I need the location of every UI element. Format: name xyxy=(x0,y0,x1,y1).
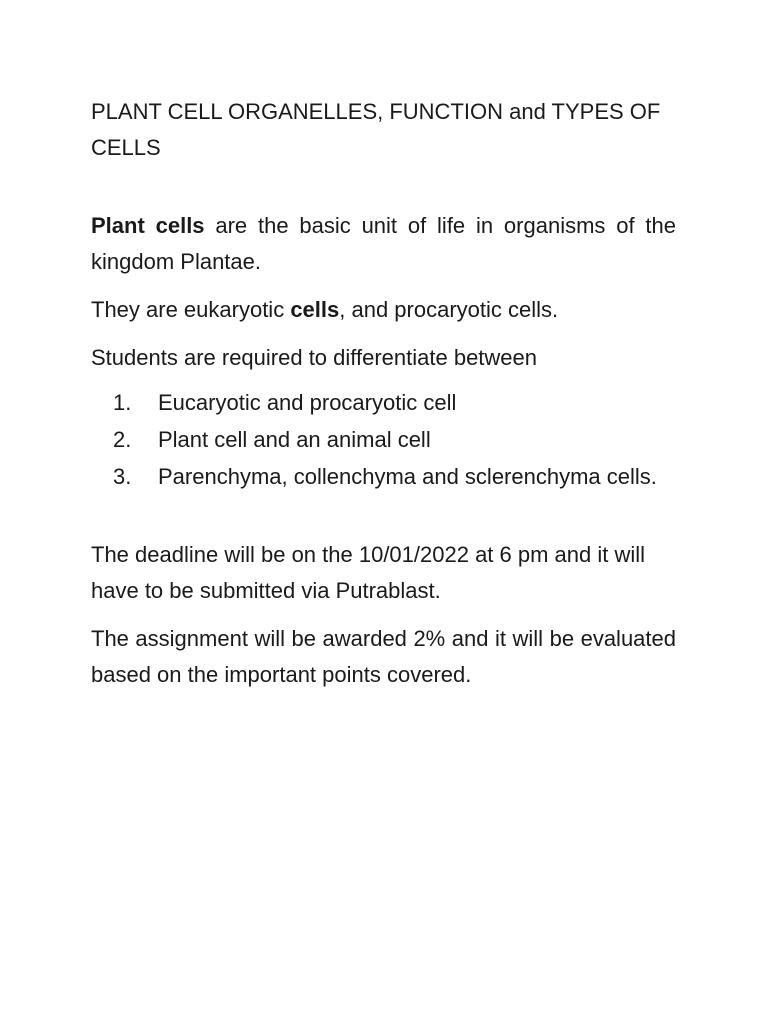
eukaryotic-bold-term: cells xyxy=(290,297,340,322)
intro-paragraph xyxy=(91,208,676,280)
list-item-text: Parenchyma, collenchyma and sclerenchyma cells. xyxy=(158,464,657,489)
assessment-paragraph: The assignment will be awarded 2% and it will be evaluated based on the important points covered. xyxy=(91,626,676,687)
list-item-number: 1. xyxy=(113,390,132,415)
eukaryotic-text-before: They are eukaryotic xyxy=(91,297,291,322)
intro-text: are the basic unit of life in organisms of the kingdom Plantae. xyxy=(91,213,676,274)
requirement-list xyxy=(91,384,676,495)
intro-bold-term: Plant cells xyxy=(91,213,205,238)
list-item xyxy=(91,421,676,458)
deadline-paragraph: The deadline will be on the 10/01/2022 at 6 pm and it will have to be submitted via Putrablast. xyxy=(91,542,646,603)
eukaryotic-paragraph xyxy=(91,292,676,328)
list-item-number: 2. xyxy=(113,427,132,452)
document-title: PLANT CELL ORGANELLES, FUNCTION and TYPES OF CELLS xyxy=(91,99,661,160)
eukaryotic-text-after: , and procaryotic cells. xyxy=(339,297,559,322)
list-item-text: Plant cell and an animal cell xyxy=(158,427,431,452)
list-item xyxy=(91,384,676,421)
list-item-number: 3. xyxy=(113,464,132,489)
document-page xyxy=(91,94,676,693)
list-item xyxy=(91,458,676,495)
requirement-paragraph: Students are required to differentiate between xyxy=(91,345,538,370)
list-item-text: Eucaryotic and procaryotic cell xyxy=(158,390,457,415)
